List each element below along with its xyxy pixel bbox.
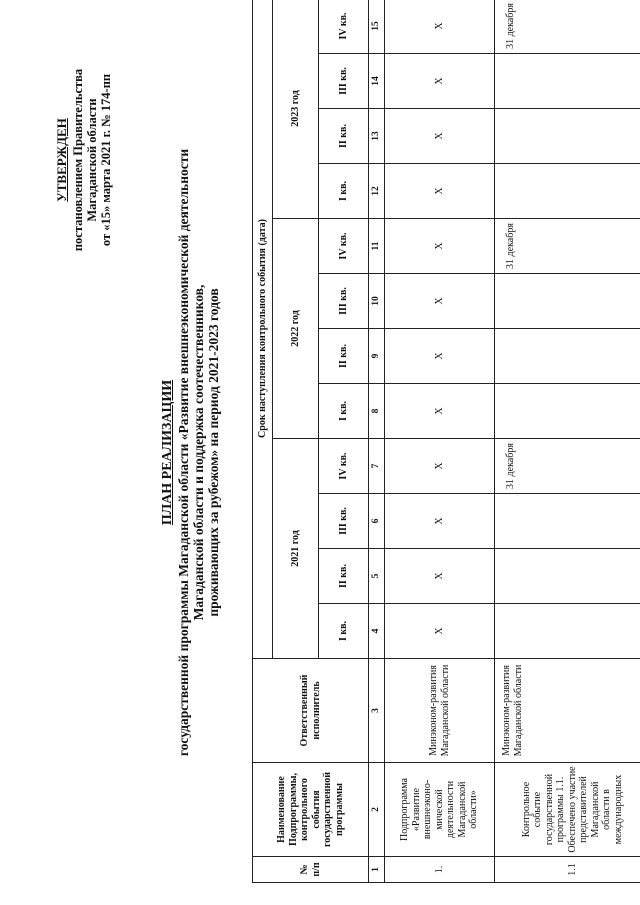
col-number: 14 — [369, 54, 385, 109]
col-number: 9 — [369, 329, 385, 384]
row-cell — [495, 549, 640, 604]
header-quarter: IV кв. — [319, 219, 369, 274]
col-number: 15 — [369, 0, 385, 54]
row-executor: Минэконом-развития Магаданской области — [495, 659, 640, 763]
row-cell: X — [385, 109, 495, 164]
col-number: 2 — [369, 763, 385, 857]
col-number: 3 — [369, 659, 385, 763]
row-name: Контрольное событие государственной программы 1.1. Обеспечено участие представителей Магаданской области в международных — [495, 763, 640, 857]
row-cell — [495, 109, 640, 164]
row-cell: X — [385, 164, 495, 219]
col-number: 8 — [369, 384, 385, 439]
approval-line-1: постановлением Правительства — [71, 68, 85, 252]
col-number: 1 — [369, 857, 385, 883]
header-quarter: II кв. — [319, 329, 369, 384]
row-cell: X — [385, 54, 495, 109]
header-quarter: III кв. — [319, 274, 369, 329]
plan-heading: ПЛАН РЕАЛИЗАЦИИ — [160, 379, 175, 526]
col-number: 12 — [369, 164, 385, 219]
header-year-2022: 2022 год — [273, 219, 319, 439]
header-name: Наименование Подпрограммы, контрольного события государственной программы — [253, 763, 369, 857]
row-cell: X — [385, 219, 495, 274]
header-quarter: I кв. — [319, 604, 369, 659]
approval-title: УТВЕРЖДЕН — [54, 118, 69, 202]
col-number: 13 — [369, 109, 385, 164]
row-cell: X — [385, 549, 495, 604]
plan-line-2: Магаданской области и поддержка соотечественников, — [191, 284, 206, 621]
plan-line-3: проживающих за рубежом» на период 2021-2023 годов — [206, 288, 221, 617]
row-cell: X — [385, 274, 495, 329]
approval-line-3: от «15» марта 2021 г. № 174-пп — [99, 73, 113, 247]
row-executor: Минэконом-развития Магаданской области — [385, 659, 495, 763]
plan-line-1: государственной программы Магаданской области «Развитие внешнеэкономической деятельности — [176, 148, 191, 757]
row-cell: X — [385, 439, 495, 494]
plan-table — [252, 0, 640, 883]
row-cell: X — [385, 494, 495, 549]
row-cell: X — [385, 604, 495, 659]
header-quarter: IV кв. — [319, 0, 369, 54]
row-cell — [495, 384, 640, 439]
approval-line-2: Магаданской области — [85, 98, 99, 222]
row-number: 1.1 — [495, 857, 640, 883]
col-number: 5 — [369, 549, 385, 604]
col-number: 11 — [369, 219, 385, 274]
row-cell: X — [385, 329, 495, 384]
row-cell — [495, 329, 640, 384]
row-cell — [495, 494, 640, 549]
header-quarter: II кв. — [319, 549, 369, 604]
table-row — [385, 0, 495, 883]
header-quarter: I кв. — [319, 164, 369, 219]
col-number: 7 — [369, 439, 385, 494]
row-cell — [495, 164, 640, 219]
row-cell: X — [385, 0, 495, 54]
col-number: 6 — [369, 494, 385, 549]
header-quarter: II кв. — [319, 109, 369, 164]
header-year-2021: 2021 год — [273, 439, 319, 659]
header-year-2023: 2023 год — [273, 0, 319, 219]
row-cell: 31 декабря — [495, 0, 640, 54]
header-deadline: Срок наступления контрольного события (дата) — [253, 0, 273, 659]
row-cell — [495, 274, 640, 329]
header-executor: Ответственный исполнитель — [253, 659, 369, 763]
row-number: 1. — [385, 857, 495, 883]
header-quarter: IV кв. — [319, 439, 369, 494]
header-quarter: I кв. — [319, 384, 369, 439]
row-cell: X — [385, 384, 495, 439]
plan-title-block — [160, 0, 221, 905]
row-cell — [495, 54, 640, 109]
row-name: Подпрограмма «Развитие внешнеэконо-мической деятельности Магаданской области» — [385, 763, 495, 857]
col-number: 4 — [369, 604, 385, 659]
table-row — [495, 0, 640, 883]
col-number: 10 — [369, 274, 385, 329]
approval-block — [55, 0, 113, 320]
header-quarter: III кв. — [319, 494, 369, 549]
row-cell — [495, 604, 640, 659]
row-cell: 31 декабря — [495, 219, 640, 274]
row-cell: 31 декабря — [495, 439, 640, 494]
header-quarter: III кв. — [319, 54, 369, 109]
header-num: № п/п — [253, 857, 369, 883]
